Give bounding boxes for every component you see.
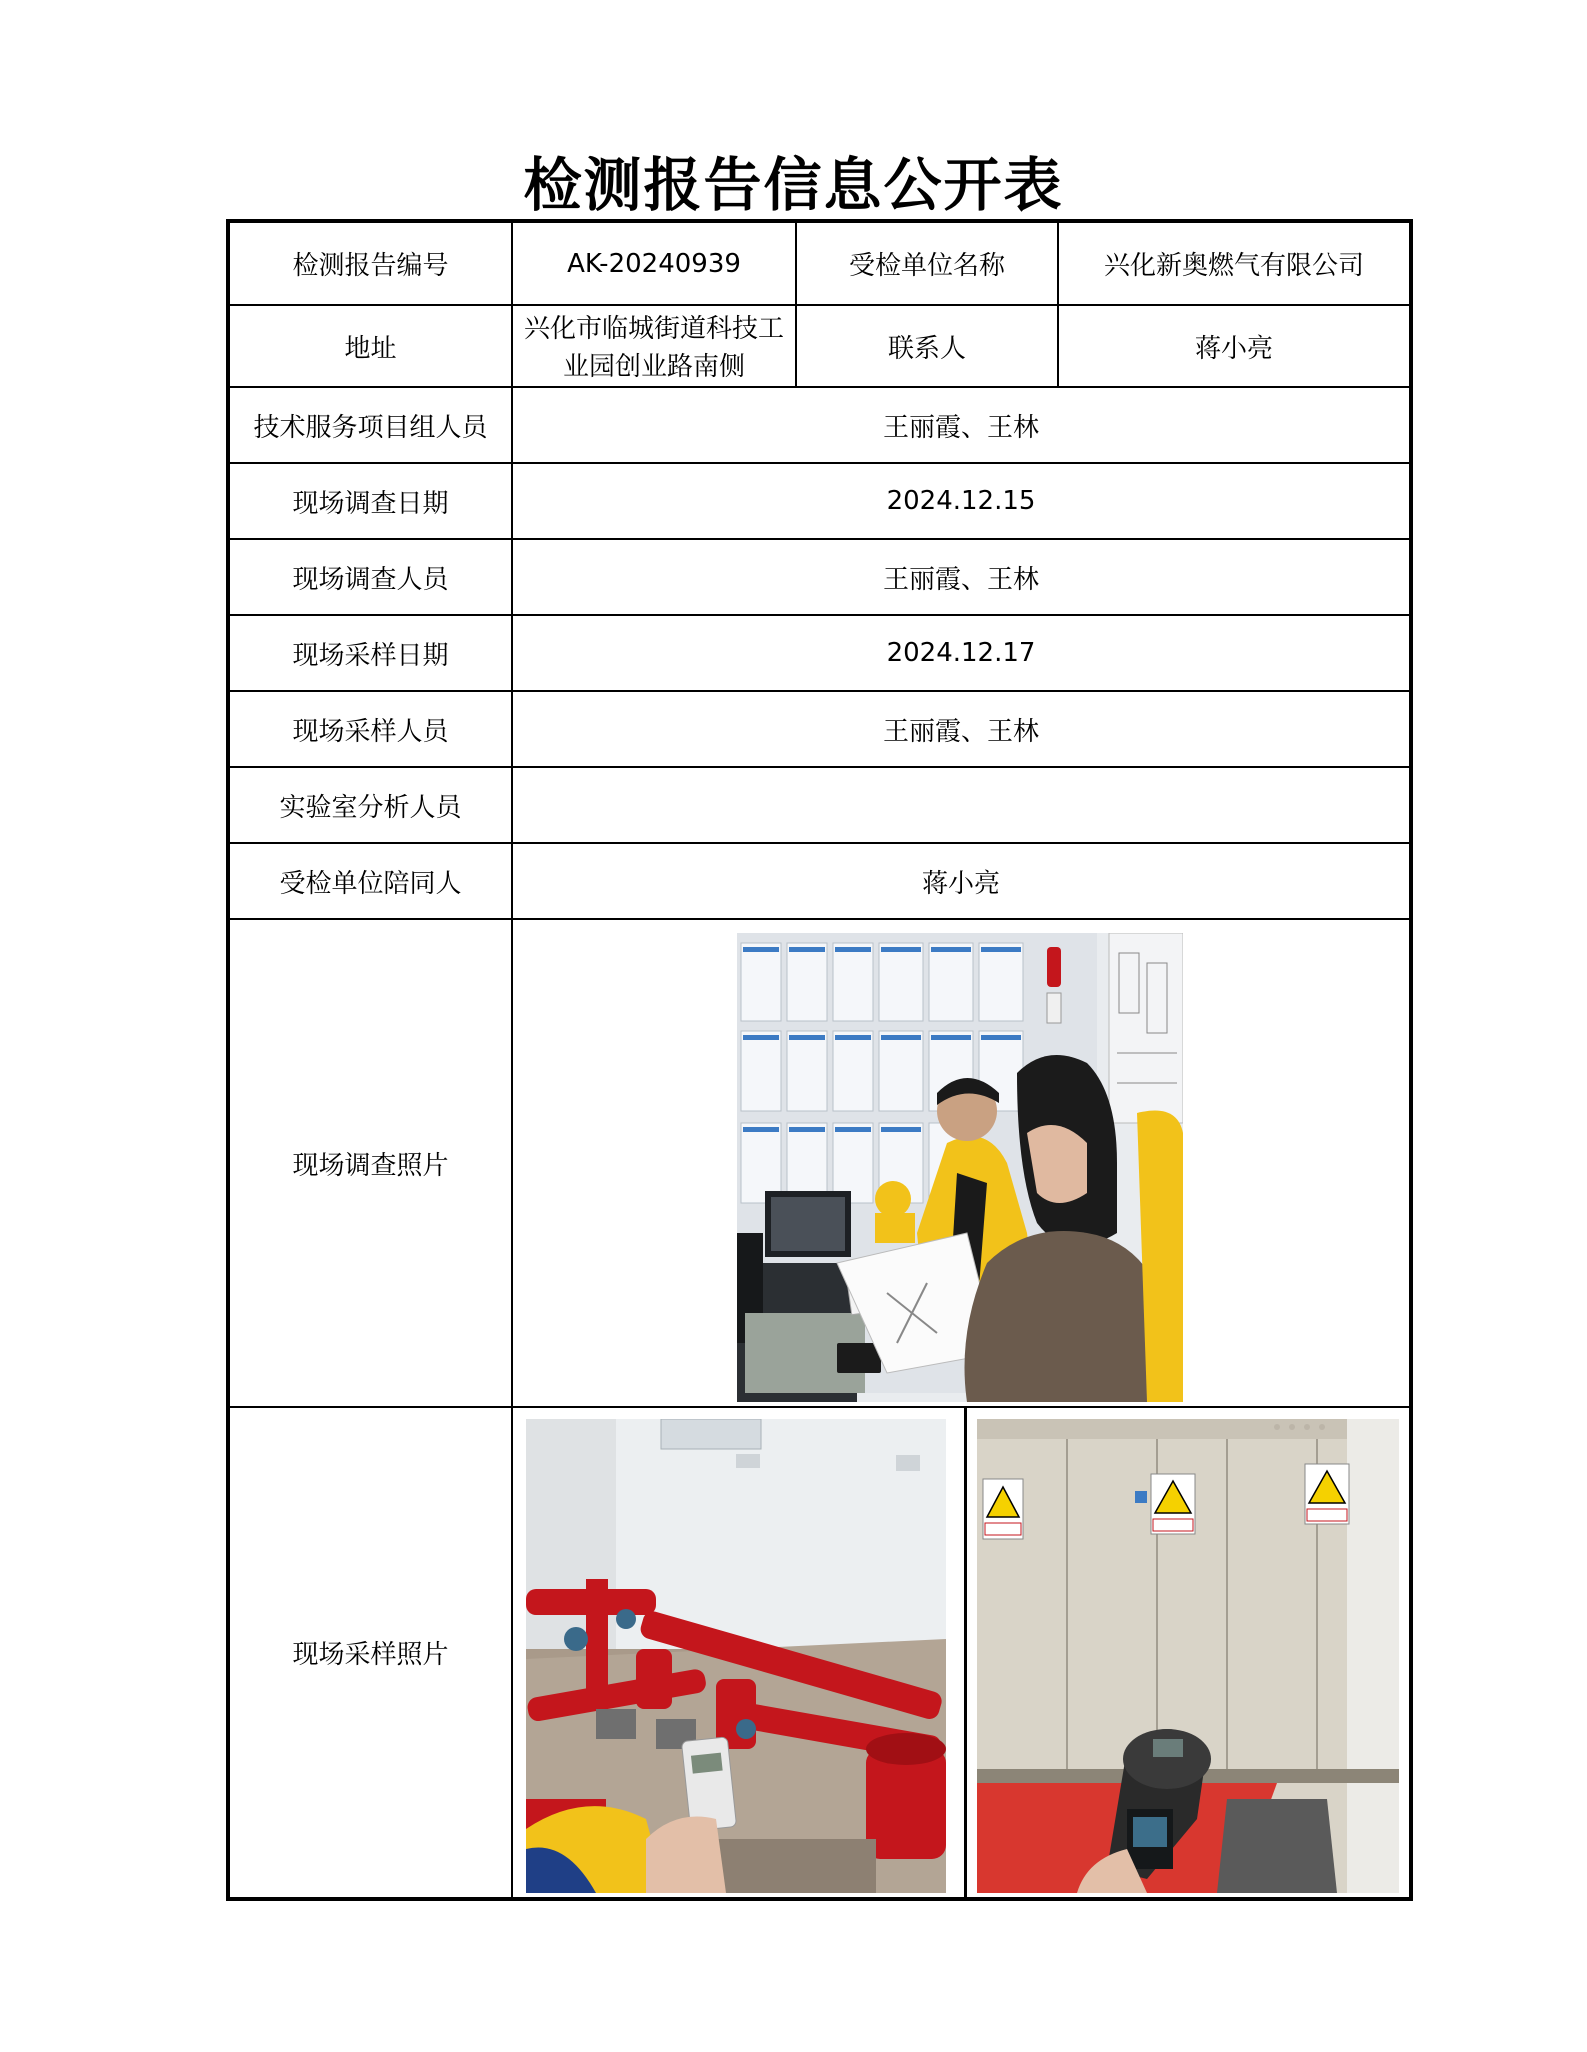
survey-date-value: 2024.12.15 — [512, 463, 1411, 539]
report-table — [226, 219, 1413, 1901]
lab-staff-label: 实验室分析人员 — [228, 767, 512, 843]
unit-name-label: 受检单位名称 — [796, 221, 1058, 305]
sampling-date-label: 现场采样日期 — [228, 615, 512, 691]
page-title: 检测报告信息公开表 — [523, 151, 1064, 219]
table-row — [228, 221, 1411, 305]
electrical-room-photo-image — [977, 1419, 1399, 1893]
unit-name-value: 兴化新奥燃气有限公司 — [1058, 221, 1411, 305]
contact-label: 联系人 — [796, 305, 1058, 387]
table-row — [228, 919, 1411, 1407]
sampling-photo-electrical-room — [977, 1419, 1399, 1893]
survey-photo-label: 现场调查照片 — [228, 919, 512, 1407]
report-no-value: AK-20240939 — [512, 221, 796, 305]
photo-divider — [964, 1408, 967, 1897]
table-row — [228, 387, 1411, 463]
survey-staff-value: 王丽霞、王林 — [512, 539, 1411, 615]
address-label: 地址 — [228, 305, 512, 387]
survey-staff-label: 现场调查人员 — [228, 539, 512, 615]
table-row — [228, 305, 1411, 387]
table-row — [228, 691, 1411, 767]
report-no-label: 检测报告编号 — [228, 221, 512, 305]
table-row — [228, 1407, 1411, 1899]
sampling-photo-cell — [512, 1407, 1411, 1899]
contact-value: 蒋小亮 — [1058, 305, 1411, 387]
survey-date-label: 现场调查日期 — [228, 463, 512, 539]
sampling-staff-value: 王丽霞、王林 — [512, 691, 1411, 767]
sampling-date-value: 2024.12.17 — [512, 615, 1411, 691]
survey-photo-cell — [512, 919, 1411, 1407]
sampling-staff-label: 现场采样人员 — [228, 691, 512, 767]
team-label: 技术服务项目组人员 — [228, 387, 512, 463]
sampling-photo-label: 现场采样照片 — [228, 1407, 512, 1899]
table-row — [228, 463, 1411, 539]
table-row — [228, 767, 1411, 843]
survey-photo-image — [737, 933, 1183, 1402]
table-row — [228, 539, 1411, 615]
table-row — [228, 843, 1411, 919]
team-value: 王丽霞、王林 — [512, 387, 1411, 463]
survey-photo — [737, 933, 1183, 1402]
sampling-photo-pump-room — [526, 1419, 946, 1893]
escort-value: 蒋小亮 — [512, 843, 1411, 919]
lab-staff-value — [512, 767, 1411, 843]
table-row — [228, 615, 1411, 691]
escort-label: 受检单位陪同人 — [228, 843, 512, 919]
pump-room-photo-image — [526, 1419, 946, 1893]
address-value: 兴化市临城街道科技工业园创业路南侧 — [512, 305, 796, 387]
